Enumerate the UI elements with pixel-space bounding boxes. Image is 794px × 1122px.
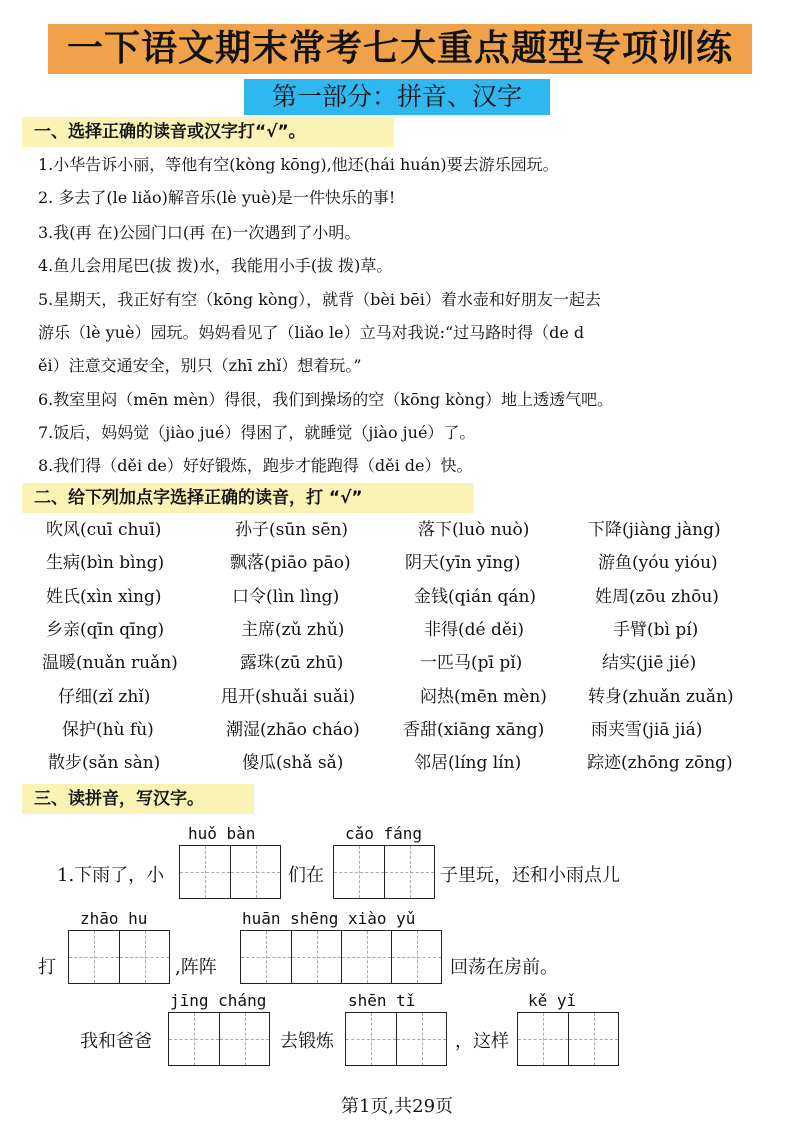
pinyin-label: huān shēng xiào yǔ bbox=[242, 909, 416, 928]
writing-cell[interactable] bbox=[391, 931, 441, 983]
writing-grid[interactable] bbox=[333, 845, 435, 899]
pinyin-choice: 一匹马(pī pǐ) bbox=[420, 653, 523, 673]
section1-line: 8.我们得（děi de）好好锻炼，跑步才能跑得（děi de）快。 bbox=[38, 456, 473, 475]
pinyin-choice: 转身(zhuǎn zuǎn) bbox=[588, 687, 734, 707]
sentence-text: 回荡在房前。 bbox=[450, 957, 558, 978]
writing-cell[interactable] bbox=[180, 846, 230, 898]
pinyin-choice: 吹风(cuī chuī) bbox=[46, 520, 162, 540]
writing-cell[interactable] bbox=[69, 931, 119, 983]
pinyin-choice: 邻居(líng lín) bbox=[414, 753, 522, 773]
pinyin-label: shēn tǐ bbox=[348, 991, 416, 1010]
sentence-text: ,阵阵 bbox=[175, 957, 217, 978]
writing-grid[interactable] bbox=[68, 930, 170, 984]
writing-cell[interactable] bbox=[169, 1013, 219, 1065]
pinyin-choice: 露珠(zū zhū) bbox=[240, 653, 344, 673]
pinyin-choice: 姓氏(xìn xìng) bbox=[46, 587, 162, 607]
writing-grid[interactable] bbox=[517, 1012, 619, 1066]
sentence-text: ，这样 bbox=[455, 1031, 509, 1052]
writing-cell[interactable] bbox=[346, 1013, 396, 1065]
pinyin-label: zhāo hu bbox=[80, 909, 148, 928]
pinyin-label: huǒ bàn bbox=[188, 824, 256, 843]
writing-cell[interactable] bbox=[334, 846, 384, 898]
sentence-text: 去锻炼 bbox=[280, 1031, 334, 1052]
section1-line: 5.星期天，我正好有空（kōng kòng），就背（bèi bēi）着水壶和好朋友一起去 bbox=[38, 290, 601, 309]
writing-cell[interactable] bbox=[241, 931, 291, 983]
section1-line: 游乐（lè yuè）园玩。妈妈看见了（liǎo le）立马对我说:“过马路时得（de d bbox=[38, 323, 585, 342]
pinyin-choice: 阴天(yīn yīng) bbox=[405, 553, 521, 573]
pinyin-label: jīng cháng bbox=[170, 991, 267, 1010]
page-title: 一下语文期末常考七大重点题型专项训练 bbox=[48, 24, 752, 74]
pinyin-choice: 雨夹雪(jiā jiá) bbox=[591, 720, 703, 740]
writing-cell[interactable] bbox=[341, 931, 391, 983]
pinyin-choice: 散步(sǎn sàn) bbox=[48, 753, 161, 773]
pinyin-choice: 结实(jiē jié) bbox=[602, 653, 697, 673]
pinyin-choice: 落下(luò nuò) bbox=[418, 520, 530, 540]
writing-grid[interactable] bbox=[179, 845, 281, 899]
section1-line: 1.小华告诉小丽，等他有空(kòng kōng),他还(hái huán)要去游乐园玩。 bbox=[38, 155, 559, 174]
writing-cell[interactable] bbox=[384, 846, 434, 898]
pinyin-choice: 甩开(shuǎi suǎi) bbox=[221, 687, 356, 707]
pinyin-choice: 踪迹(zhōng zōng) bbox=[587, 753, 733, 773]
writing-cell[interactable] bbox=[230, 846, 280, 898]
pinyin-choice: 下降(jiàng jàng) bbox=[588, 520, 721, 540]
writing-cell[interactable] bbox=[291, 931, 341, 983]
writing-grid[interactable] bbox=[240, 930, 442, 984]
pinyin-choice: 仔细(zǐ zhǐ) bbox=[58, 687, 151, 707]
part-subtitle: 第一部分：拼音、汉字 bbox=[244, 79, 550, 115]
writing-grid[interactable] bbox=[168, 1012, 270, 1066]
section1-line: 7.饭后，妈妈觉（jiào jué）得困了，就睡觉（jiào jué）了。 bbox=[38, 423, 476, 442]
sentence-text: 打 bbox=[38, 957, 56, 978]
pinyin-choice: 潮湿(zhāo cháo) bbox=[226, 720, 360, 740]
sentence-text: 子里玩，还和小雨点儿 bbox=[440, 865, 620, 886]
section1-line: 6.教室里闷（mēn mèn）得很，我们到操场的空（kōng kòng）地上透透气吧。 bbox=[38, 390, 614, 409]
section1-line: ěi）注意交通安全，别只（zhī zhǐ）想着玩。” bbox=[38, 356, 362, 375]
sentence-text: 我和爸爸 bbox=[80, 1031, 152, 1052]
writing-cell[interactable] bbox=[518, 1013, 568, 1065]
sentence-text: 们在 bbox=[288, 865, 324, 886]
pinyin-choice: 乡亲(qīn qīng) bbox=[46, 620, 165, 640]
pinyin-choice: 金钱(qián qán) bbox=[414, 587, 537, 607]
writing-cell[interactable] bbox=[568, 1013, 618, 1065]
pinyin-choice: 手臂(bì pí) bbox=[613, 620, 699, 640]
pinyin-choice: 香甜(xiāng xāng) bbox=[403, 720, 545, 740]
writing-cell[interactable] bbox=[219, 1013, 269, 1065]
writing-cell[interactable] bbox=[396, 1013, 446, 1065]
sentence-text: 1.下雨了，小 bbox=[57, 865, 165, 886]
pinyin-choice: 保护(hù fù) bbox=[62, 720, 154, 740]
section1-heading: 一、选择正确的读音或汉字打“√”。 bbox=[22, 117, 394, 147]
pinyin-choice: 傻瓜(shǎ sǎ) bbox=[242, 753, 344, 773]
pinyin-choice: 生病(bìn bìng) bbox=[46, 553, 165, 573]
pinyin-choice: 主席(zǔ zhǔ) bbox=[241, 620, 345, 640]
pinyin-choice: 飘落(piāo pāo) bbox=[230, 553, 351, 573]
section1-line: 4.鱼儿会用尾巴(拔 拨)水，我能用小手(拔 拨)草。 bbox=[38, 256, 393, 275]
page-footer: 第1页,共29页 bbox=[340, 1096, 454, 1117]
section2-heading: 二、给下列加点字选择正确的读音，打 “√” bbox=[22, 483, 474, 513]
section1-line: 2. 多去了(le liǎo)解音乐(lè yuè)是一件快乐的事! bbox=[38, 188, 396, 207]
pinyin-choice: 闷热(mēn mèn) bbox=[420, 687, 547, 707]
section3-heading: 三、读拼音，写汉字。 bbox=[22, 784, 254, 814]
pinyin-choice: 口令(lìn lìng) bbox=[232, 587, 340, 607]
pinyin-choice: 游鱼(yóu yióu) bbox=[598, 553, 718, 573]
pinyin-label: cǎo fáng bbox=[345, 824, 423, 843]
pinyin-choice: 孙子(sūn sēn) bbox=[235, 520, 349, 540]
writing-grid[interactable] bbox=[345, 1012, 447, 1066]
pinyin-choice: 非得(dé děi) bbox=[424, 620, 524, 640]
section1-line: 3.我(再 在)公园门口(再 在)一次遇到了小明。 bbox=[38, 223, 361, 242]
pinyin-choice: 温暖(nuǎn ruǎn) bbox=[42, 653, 178, 673]
pinyin-label: kě yǐ bbox=[528, 991, 577, 1010]
pinyin-choice: 姓周(zōu zhōu) bbox=[595, 587, 719, 607]
writing-cell[interactable] bbox=[119, 931, 169, 983]
